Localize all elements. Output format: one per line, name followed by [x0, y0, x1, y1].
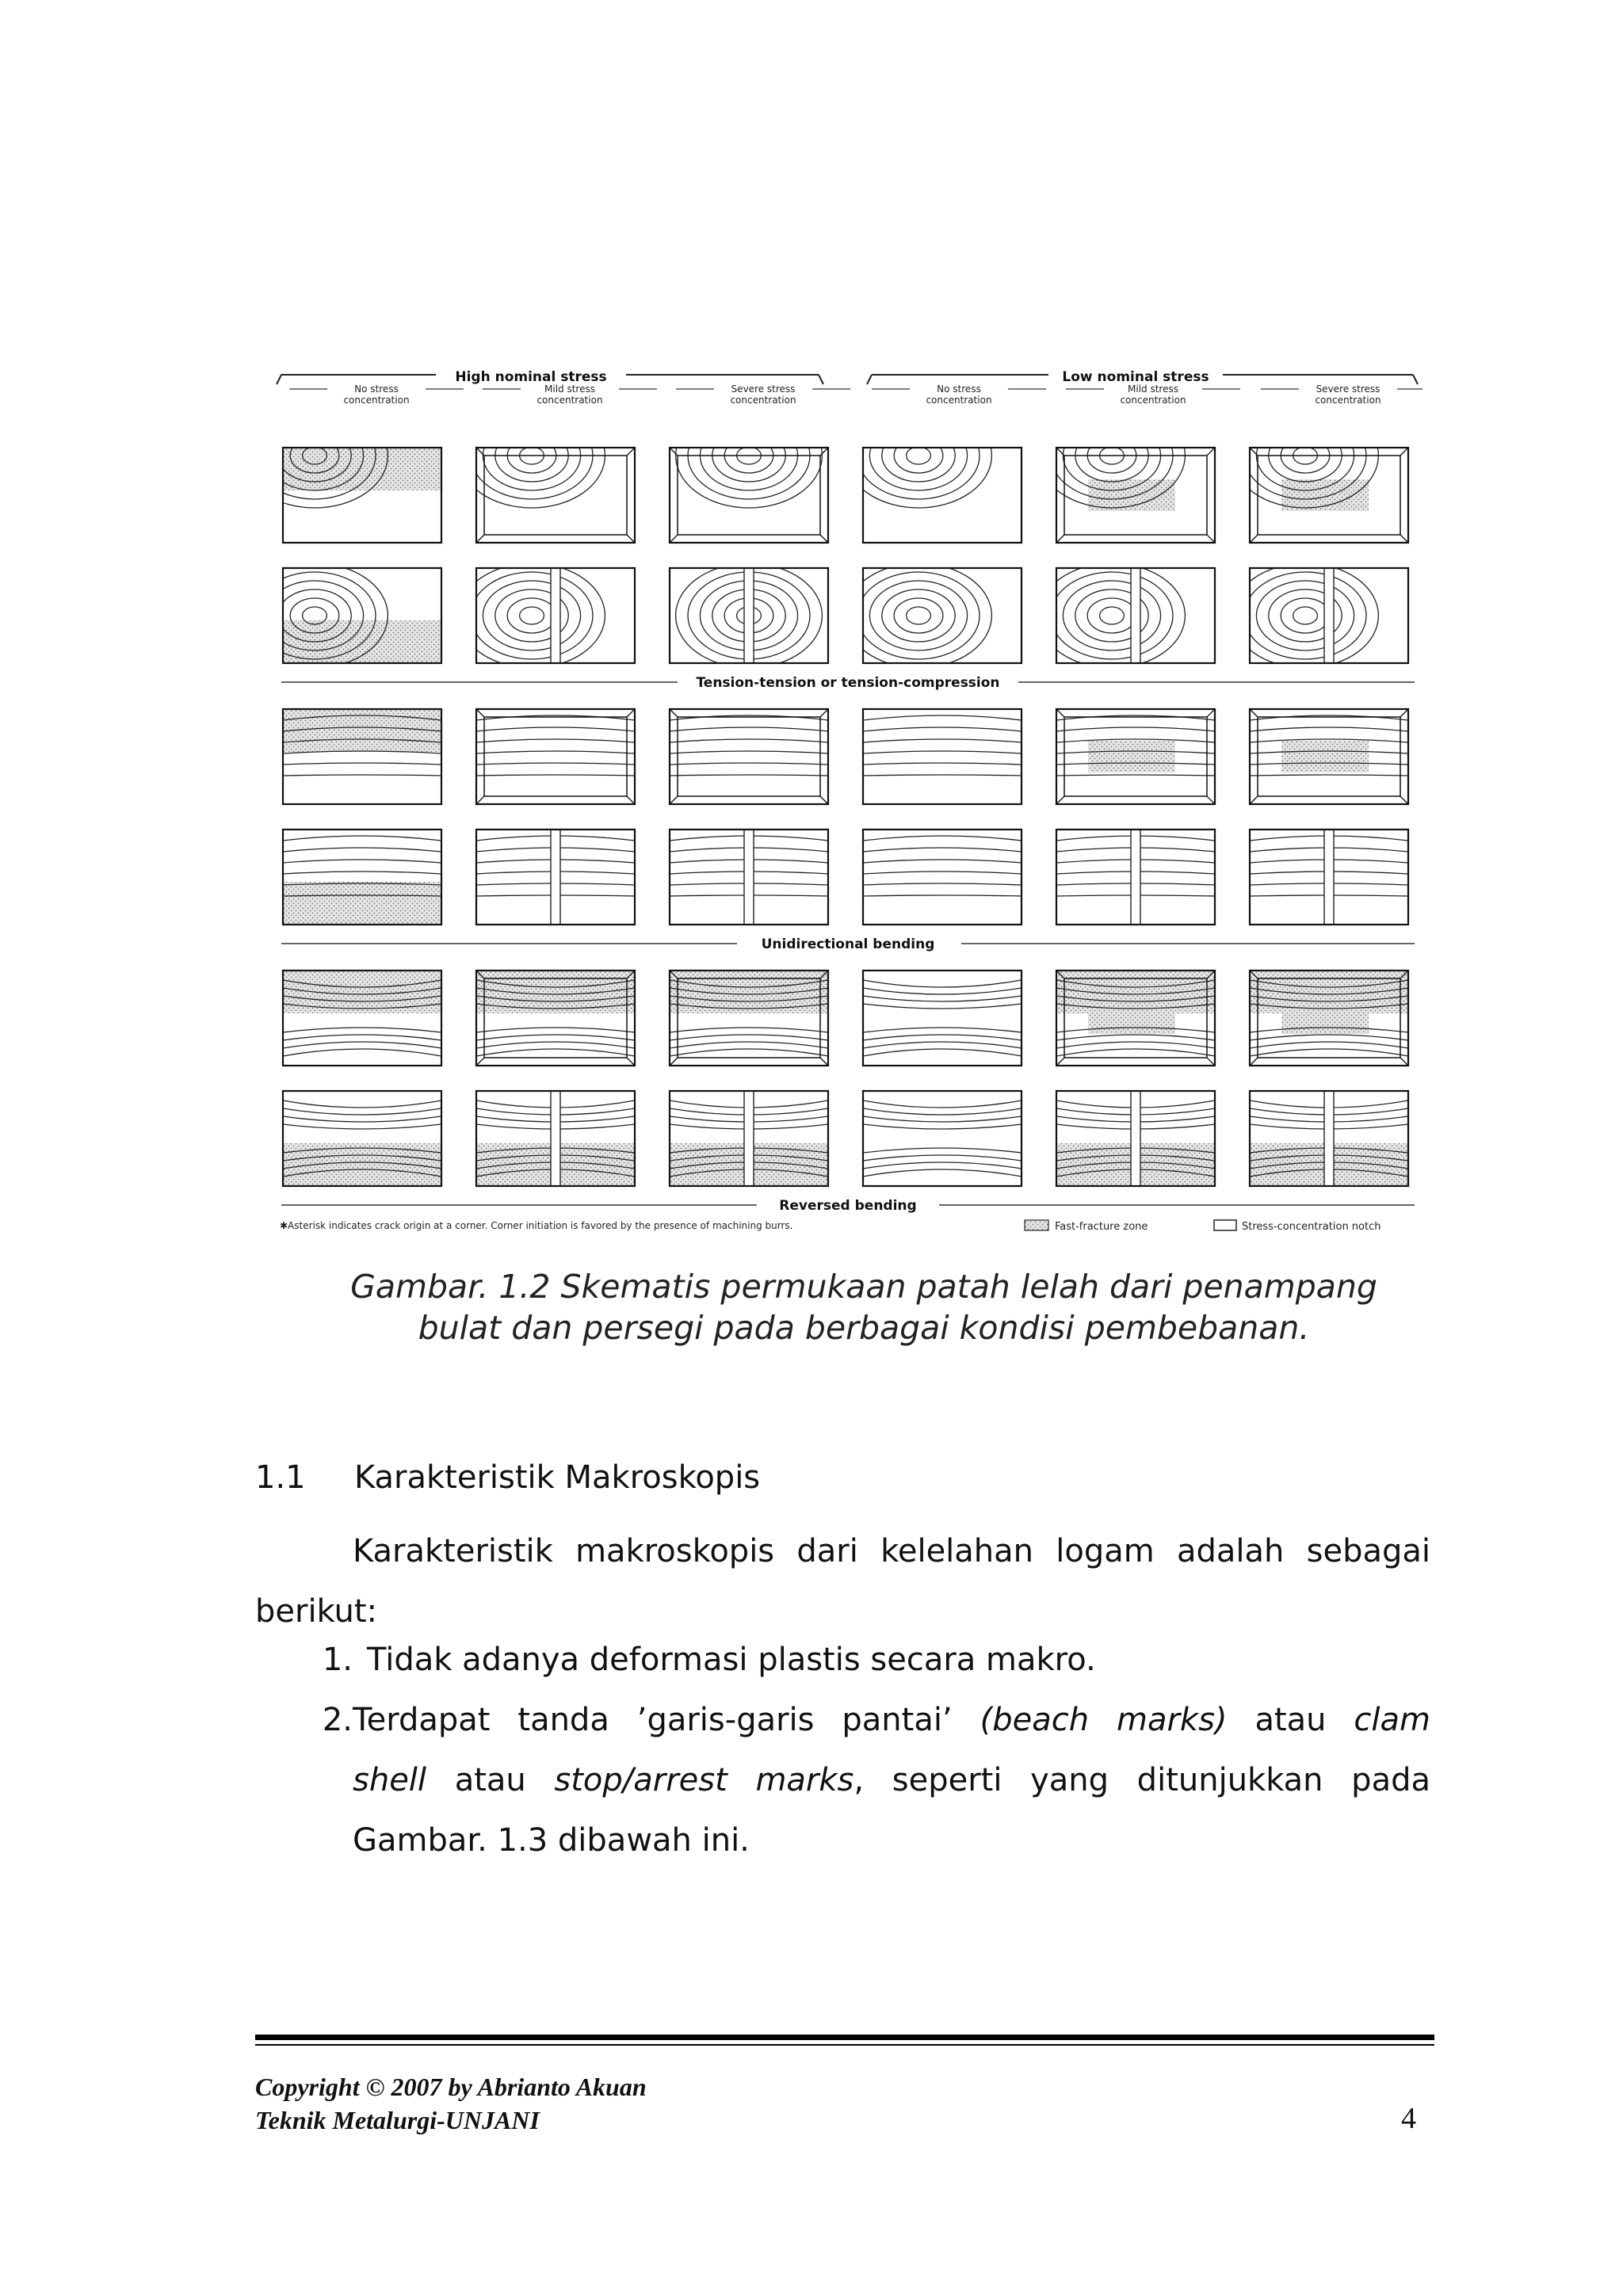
fracture-panel-r2-c1: [273, 563, 441, 668]
fracture-panel-r6-c1: [283, 1091, 441, 1186]
list-marker-1: 1.: [322, 1642, 353, 1678]
column-label-4-line-1: No stress: [937, 383, 981, 395]
column-label-1-line-2: concentration: [343, 395, 410, 406]
footer-department: Teknik Metalurgi-UNJANI: [255, 2106, 540, 2134]
fracture-panel-r6-c5: [1056, 1091, 1215, 1186]
section-number: 1.1: [255, 1459, 306, 1496]
fracture-panel-r2-c4: [846, 563, 1022, 668]
list-item-2-line-1: [353, 1702, 1430, 1738]
fracture-panel-r6-c4: [863, 1091, 1022, 1186]
fracture-panel-r5-c4: [863, 971, 1022, 1066]
column-label-4-line-2: concentration: [926, 395, 992, 406]
section-heading: [255, 1459, 760, 1496]
section-title: Karakteristik Makroskopis: [354, 1459, 761, 1496]
fracture-panel-r4-c3: [670, 830, 828, 925]
list-item-2-text-atau: atau: [1254, 1702, 1327, 1738]
list-item-2-beach-marks: (beach marks): [980, 1702, 1228, 1738]
list-item-2-text-seperti: , seperti yang ditunjukkan pada: [854, 1762, 1430, 1798]
group-label-low: Low nominal stress: [1062, 369, 1209, 385]
fatigue-fracture-schematic-figure: [273, 360, 1423, 1240]
fracture-panel-r1-c1: [273, 403, 441, 543]
fracture-panel-r6-c6: [1250, 1091, 1408, 1186]
fracture-panel-r1-c3: [670, 403, 828, 543]
fracture-panel-r5-c2: [476, 971, 635, 1066]
paragraph-intro-line-2: berikut:: [255, 1593, 378, 1630]
fracture-panel-r3-c6: [1250, 709, 1408, 804]
column-label-1-line-1: No stress: [354, 383, 399, 395]
group-label-high: High nominal stress: [455, 369, 607, 385]
fracture-panel-r4-c1: [283, 830, 441, 925]
figure-caption: [262, 1266, 1466, 1348]
fracture-panel-r3-c3: [670, 709, 828, 804]
section-label-unidirectional: Unidirectional bending: [761, 936, 935, 952]
fracture-panel-r4-c2: [476, 830, 635, 925]
column-label-3-line-1: Severe stress: [731, 383, 796, 395]
list-item-2-stop-arrest: stop/arrest marks: [554, 1762, 854, 1798]
section-separator-reversed: [281, 1198, 1415, 1214]
group-header-high: [277, 369, 823, 385]
fracture-panel-r2-c2: [459, 563, 635, 668]
fracture-panel-r1-c4: [846, 403, 1022, 543]
column-labels: [289, 383, 1423, 406]
fracture-panel-r3-c2: [476, 709, 635, 804]
list-item-2-text-a: Terdapat tanda ’garis-garis pantai’: [353, 1702, 953, 1738]
section-label-reversed: Reversed bending: [779, 1198, 917, 1214]
figure-footnote: ✱Asterisk indicates crack origin at a corner. Corner initiation is favored by the presence of machining burrs.: [280, 1220, 793, 1231]
fracture-panel-r4-c5: [1056, 830, 1215, 925]
fracture-panel-r5-c5: [1056, 971, 1215, 1066]
fracture-panel-r6-c2: [476, 1091, 635, 1186]
list-item-2-shell: shell: [353, 1762, 427, 1798]
list-item-1-text: Tidak adanya deformasi plastis secara makro.: [367, 1642, 1096, 1678]
column-label-3-line-2: concentration: [730, 395, 796, 406]
legend-fast-fracture-label: Fast-fracture zone: [1055, 1221, 1148, 1233]
list-marker-2: 2.: [322, 1702, 353, 1738]
list-item-2-text-atau-2: atau: [454, 1762, 526, 1798]
list-item-1: [301, 1642, 1096, 1678]
fracture-panel-r6-c3: [670, 1091, 828, 1186]
section-label-tension: Tension-tension or tension-compression: [696, 675, 1000, 691]
list-item-2-clam: clam: [1354, 1702, 1431, 1738]
fracture-panel-r5-c3: [670, 971, 828, 1066]
fracture-panel-r1-c6: [1232, 403, 1408, 543]
column-label-5-line-2: concentration: [1120, 395, 1186, 406]
section-separator-tension: [281, 675, 1415, 691]
page-number: 4: [1401, 2102, 1416, 2135]
column-label-2-line-2: concentration: [537, 395, 603, 406]
fracture-panel-r1-c2: [459, 403, 635, 543]
footer-rule-thick: [255, 2035, 1434, 2040]
caption-line-2: bulat dan persegi pada berbagai kondisi pembebanan.: [418, 1309, 1310, 1347]
column-label-5-line-1: Mild stress: [1128, 383, 1178, 395]
panel-grid: [273, 403, 1408, 1186]
fracture-panel-r4-c6: [1250, 830, 1408, 925]
column-label-6-line-2: concentration: [1315, 395, 1381, 406]
legend-fast-fracture: [1025, 1220, 1148, 1233]
column-label-6-line-1: Severe stress: [1316, 383, 1381, 395]
fracture-panel-r3-c4: [863, 709, 1022, 804]
list-item-2-line-2: [353, 1762, 1430, 1798]
section-separator-unidirectional: [281, 936, 1415, 952]
legend-notch-label: Stress-concentration notch: [1242, 1221, 1381, 1233]
paragraph-intro-line-1: Karakteristik makroskopis dari kelelahan logam adalah sebagai: [353, 1533, 1430, 1569]
fracture-panel-r3-c1: [283, 709, 441, 804]
legend-notch: [1214, 1220, 1381, 1233]
fracture-panel-r2-c3: [670, 563, 828, 668]
footer-rule-thin: [255, 2044, 1434, 2046]
fracture-panel-r3-c5: [1056, 709, 1215, 804]
fracture-panel-r4-c4: [863, 830, 1022, 925]
group-header-low: [867, 369, 1418, 385]
column-label-2-line-1: Mild stress: [544, 383, 595, 395]
footer-copyright: Copyright © 2007 by Abrianto Akuan: [255, 2073, 647, 2101]
caption-line-1: Gambar. 1.2 Skematis permukaan patah lelah dari penampang: [350, 1268, 1377, 1306]
fracture-panel-r2-c5: [1039, 563, 1215, 668]
fracture-panel-r1-c5: [1039, 403, 1215, 543]
list-item-2-line-3: Gambar. 1.3 dibawah ini.: [353, 1822, 750, 1859]
fracture-panel-r5-c1: [283, 971, 441, 1066]
fracture-panel-r2-c6: [1232, 563, 1408, 668]
fracture-panel-r5-c6: [1250, 971, 1408, 1066]
